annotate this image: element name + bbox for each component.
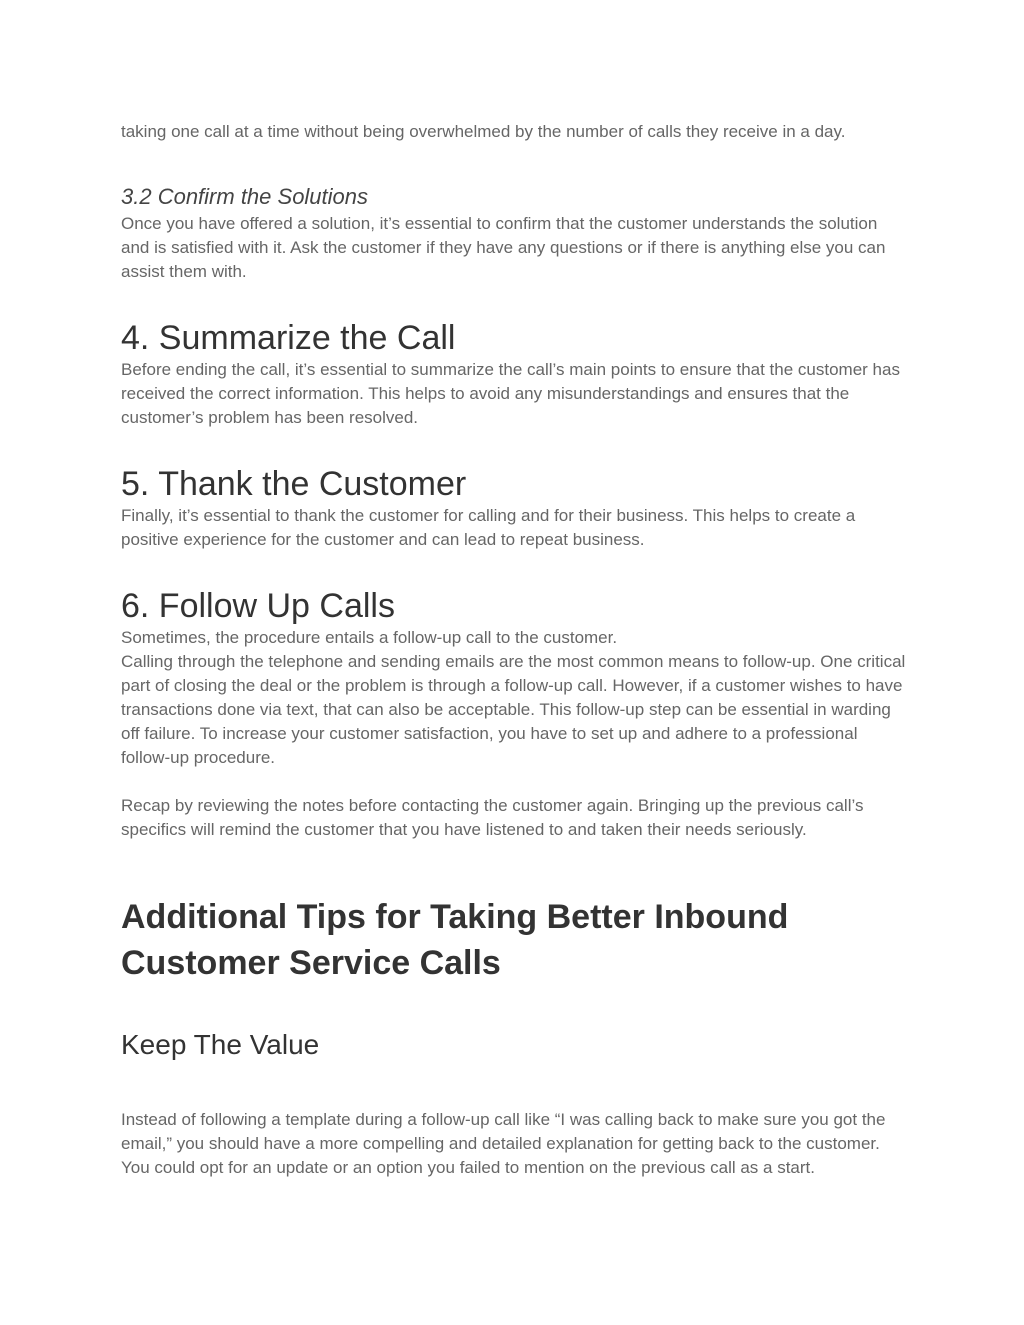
heading-summarize-call: 4. Summarize the Call (121, 319, 456, 357)
paragraph-follow-up-body: Calling through the telephone and sending emails are the most common means to follow-up. One critical part of closing the deal or the problem is through a follow-up call. However, if a customer wishes to have transactions done via text, that can also be acceptable. This follow-up step can be essential in warding off failure. To increase your customer satisfaction, you have to set up and adhere to a professional follow-up procedure. (121, 652, 906, 767)
document-page (121, 120, 906, 1180)
paragraph-summarize-call: Before ending the call, it’s essential to summarize the call’s main points to ensure that the customer has received the correct information. This helps to avoid any misunderstandings and ensures that the customer’s problem has been resolved. (121, 360, 900, 427)
heading-thank-customer: 5. Thank the Customer (121, 465, 467, 503)
paragraph-keep-the-value: Instead of following a template during a follow-up call like “I was calling back to make sure you got the email,” you should have a more compelling and detailed explanation for getting back to the customer. You could opt for an update or an option you failed to mention on the previous call as a start. (121, 1110, 886, 1177)
paragraph-thank-customer: Finally, it’s essential to thank the customer for calling and for their business. This helps to create a positive experience for the customer and can lead to repeat business. (121, 506, 856, 549)
paragraph-follow-up-intro: Sometimes, the procedure entails a follow-up call to the customer. (121, 628, 618, 647)
heading-confirm-solutions: 3.2 Confirm the Solutions (121, 184, 369, 209)
heading-additional-tips: Additional Tips for Taking Better Inbound Customer Service Calls (121, 898, 789, 982)
heading-keep-the-value: Keep The Value (121, 1029, 320, 1060)
heading-follow-up-calls: 6. Follow Up Calls (121, 587, 395, 625)
paragraph-spacer (121, 770, 906, 794)
paragraph-confirm-solutions: Once you have offered a solution, it’s essential to confirm that the customer understands the solution and is satisfied with it. Ask the customer if they have any questions or if there is anything else you can assist them with. (121, 214, 886, 281)
intro-paragraph: taking one call at a time without being overwhelmed by the number of calls they receive in a day. (121, 122, 846, 141)
paragraph-follow-up-recap: Recap by reviewing the notes before contacting the customer again. Bringing up the previous call’s specifics will remind the customer that you have listened to and taken their needs seriously. (121, 796, 864, 839)
